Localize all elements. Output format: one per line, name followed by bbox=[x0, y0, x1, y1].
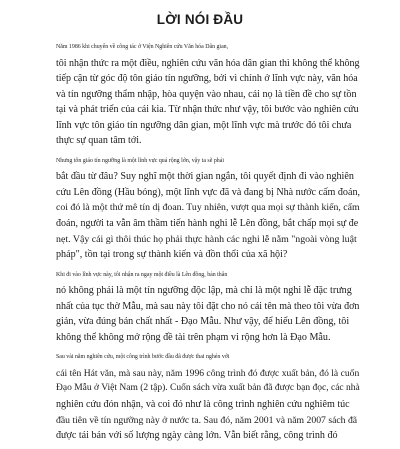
text-line: Sau vài năm nghiên cứu, một công trình bước đầu đã được thai nghén với bbox=[56, 354, 230, 361]
text-line: tiếp cận từ góc độ tôn giáo tín ngưỡng, bởi vì chính ở lĩnh vực này, văn hóa bbox=[56, 73, 358, 85]
text-line: Khi đi vào lĩnh vực này, tôi nhận ra ngay một điều là Lên đồng, bản thân bbox=[56, 271, 228, 278]
text-line: Đạo Mẫu ở Việt Nam (2 tập). Cuốn sách vừa xuất bản đã được bạn đọc, các nhà bbox=[56, 383, 360, 394]
text-line: tại và phát triển của cái kia. Từ nhận thức như vậy, tôi bước vào nghiên cứu bbox=[56, 104, 359, 116]
text-line: cái tên Hát văn, mà sau này, năm 1996 công trình đó được xuất bản, đó là cuốn bbox=[56, 367, 360, 379]
text-line: thực sự quan tâm tới. bbox=[56, 135, 142, 147]
text-line: và tín ngưỡng thẩm nhập, hòa quyện vào nhau, cái nọ là tiền đề cho sự tồn bbox=[56, 88, 357, 100]
text-line: lĩnh vực tôn giáo tín ngưỡng dân gian, một lĩnh vực mà trước đó tôi chưa bbox=[56, 119, 352, 131]
text-line: được tái bản với số lượng ngày càng lớn. Vẫn biết rằng, công trình đó bbox=[56, 430, 338, 442]
text-line: nẹt. Vậy cái gì thôi thúc họ phải thực hành các nghi lễ nằm "ngoài vòng luật bbox=[56, 233, 357, 245]
paragraph-2 bbox=[42, 154, 360, 263]
text-line: đầu tiên về tín ngưỡng này ở nước ta. Sau đó, năm 2001 và năm 2007 sách đã bbox=[56, 414, 358, 426]
text-line: Năm 1986 khi chuyển về công tác ở Viện Nghiên cứu Văn hóa Dân gian, bbox=[56, 44, 229, 50]
text-line: đoán, người ta vẫn âm thầm tiến hành nghi lễ Lên đồng, bắt chấp mọi sự đe bbox=[56, 218, 359, 230]
text-line: nghiên cứu đón nhận, và coi đó như là công trình nghiên cứu nghiêm túc bbox=[56, 399, 350, 411]
paragraph-4 bbox=[42, 350, 360, 443]
text-line: nhất của tục thờ Mẫu, mà sau này tôi đặt cho nó cái tên mà theo tôi vừa đơn bbox=[56, 300, 360, 312]
page-title: LỜI NÓI ĐẦU bbox=[156, 12, 244, 27]
paragraph-1 bbox=[42, 40, 360, 149]
paragraph-3 bbox=[42, 268, 360, 346]
text-line: cứu Lên đồng (Hầu bóng), một lĩnh vực đã và đang bị Nhà nước cấm đoán, bbox=[56, 186, 361, 198]
text-line: coi đó là một thứ mê tín dị đoan. Tuy nhiên, vượt qua mọi sự thành kiến, cấm bbox=[56, 202, 360, 214]
text-line: tôi nhận thức ra một điều, nghiên cứu văn hóa dân gian thì không thể không bbox=[56, 57, 360, 69]
page-body bbox=[42, 40, 360, 449]
text-line: nó không phải là một tín ngưỡng độc lập, mà chỉ là một nghi lễ đặc trưng bbox=[56, 285, 352, 297]
text-line: bắt đầu từ đâu? Suy nghĩ một thời gian ngắn, tôi quyết định đi vào nghiên bbox=[56, 171, 354, 183]
text-line: pháp", tồn tại trong sự thành kiến và đồn thổi của xã hội? bbox=[56, 249, 288, 261]
text-line: không thể không mở rộng đề tài trên phạm vi rộng hơn là Đạo Mẫu. bbox=[56, 331, 331, 343]
text-line: giản, vừa đúng bản chất nhất - Đạo Mẫu. Như vậy, để hiểu Lên đồng, tôi bbox=[56, 316, 350, 328]
text-line: Nhưng tôn giáo tín ngưỡng là một lĩnh vực quá rộng lớn, vậy ta sẽ phải bbox=[56, 157, 224, 164]
